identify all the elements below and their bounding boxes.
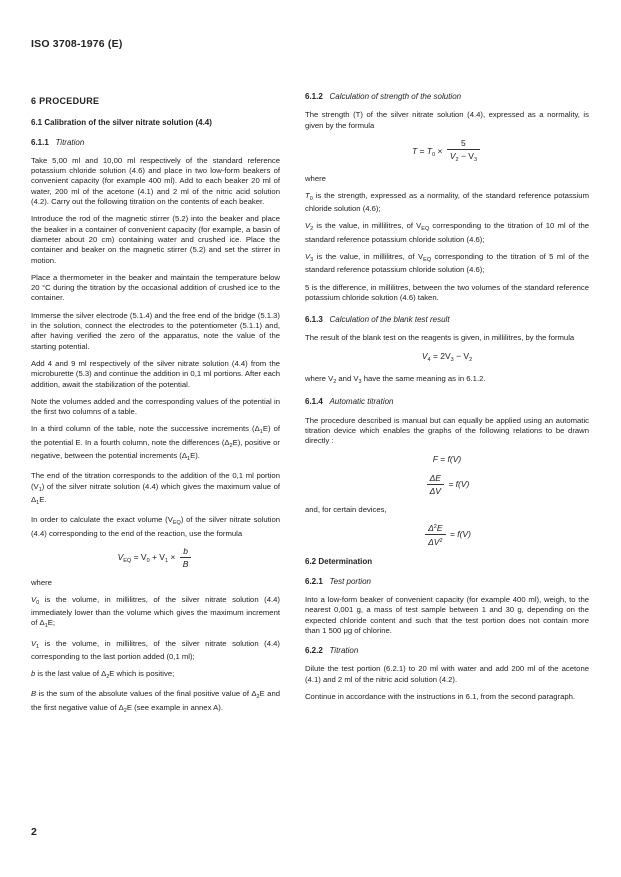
paragraph-dilute: Dilute the test portion (6.2.1) to 20 ml with water and add 200 ml of the acetone (4.1) and 2 ml of the nitric acid solution (4.2).	[305, 664, 589, 684]
heading-number: 6.1.3	[305, 315, 323, 325]
heading-text: Automatic titration	[329, 397, 394, 407]
heading-6-2-1	[305, 577, 589, 587]
paragraph-immerse: Immerse the silver electrode (5.1.4) and the free end of the bridge (5.1.3) in the solution, connect the electrodes to the potentiometer (5.1.1) and, after having verified the zero of the apparatus, note the value of the starting potential.	[31, 310, 280, 351]
heading-text: Calculation of the blank test result	[329, 315, 450, 325]
definition-v3: $V_3$ is the value, in millilitres, of $V_{EQ}$ corresponding to the titration of 5 ml of the standard reference potassium chloride solution (4.6);	[305, 251, 589, 275]
heading-number: 6.1.4	[305, 397, 323, 407]
definition-v2: $V_2$ is the value, in millilitres, of $V_{EQ}$ corresponding to the titration of 10 ml of the standard reference potassium chloride solution (4.6);	[305, 221, 590, 244]
definition-t0: $T_0$ is the strength, expressed as a normality, of the standard reference potassium chloride solution (4.6);	[305, 190, 589, 214]
paragraph-note: Note the volumes added and the corresponding values of the potential in the first two columns of a table.	[31, 396, 280, 417]
heading-6-2: 6.2 Determination	[305, 557, 373, 567]
formula-strength: $T = T_0$ × $\frac{5}{V_2 - V_3}$	[305, 138, 589, 166]
paragraph-strength: The strength (T) of the silver nitrate solution (4.4), expressed as a normality, is given by the formula	[305, 110, 589, 130]
right-column	[305, 92, 589, 709]
paragraph-add: Add 4 and 9 ml respectively of the silver nitrate solution (4.4) from the microburette (5.3) and continue the addition in 0,1 ml portions. After each addition, await the stabilization of the potential.	[31, 358, 280, 389]
heading-text: Titration	[329, 646, 359, 656]
fraction-de-over-dv: $\frac{\Delta E}{\Delta V}$	[427, 473, 444, 497]
heading-number: 6.1.1	[31, 137, 49, 147]
heading-number: 6.1.2	[305, 92, 323, 101]
formula-de-dv: $\frac{\Delta E}{\Delta V}$ = f(V)	[305, 473, 589, 497]
paragraph-end-titration: The end of the titration corresponds to the addition of the 0,1 ml portion $(V_1)$ of the silver nitrate solution (4.4) which gives the maximum value of $\Delta_1E$.	[31, 471, 280, 506]
definition-v1: $V_1$ is the volume, in millilitres, of the silver nitrate solution (4.4) corresponding to the last portion added (0,1 ml);	[31, 638, 280, 661]
definition-5: 5 is the difference, in millilitres, between the two volumes of the standard reference potassium chloride solution (4.6) taken.	[305, 282, 589, 302]
paragraph-where-same: where $V_2$ and $V_3$ have the same meaning as in 6.1.2.	[305, 374, 486, 386]
paragraph-continue: Continue in accordance with the instructions in 6.1, from the second paragraph.	[305, 691, 576, 701]
heading-text: Test portion	[329, 576, 371, 586]
paragraph-take: Take 5,00 ml and 10,00 ml respectively of the standard reference potassium chloride solution (4.6) and place in two low-form beakers of convenient capacity (for example 400 ml). Add to each beaker 20 ml of water, 200 ml of the acetone (4.1) and 2 ml of the nitric acid solution (4.2). Carry out the following titration on the contents of each beaker.	[31, 155, 280, 207]
section-heading-procedure: 6 PROCEDURE	[31, 96, 100, 106]
heading-number: 6.2.2	[305, 646, 323, 656]
fraction-5-over-v2-v3: $\frac{5}{V_2 - V_3}$	[447, 138, 480, 166]
paragraph-thermometer: Place a thermometer in the beaker and maintain the temperature below 20 °C during the titration by the occasional addition of crushed ice to the container.	[31, 272, 280, 303]
page-number: 2	[31, 826, 37, 838]
paragraph-test-portion: Into a low-form beaker of convenient capacity (for example 400 ml), weigh, to the nearest 0,001 g, a mass of test sample between 1 and 30 g, depending on the expected chloride content and such that the test portion does not contain more than 1 500 μg of chlorine.	[305, 594, 589, 635]
formula-veq: $V_{EQ} = V_0 + V_1$ × $\frac{b}{B}$	[31, 546, 280, 570]
paragraph-calculate: In order to calculate the exact volume $(V_{EQ})$ of the silver nitrate solution (4.4) corresponding to the end of the reaction, use the formula	[31, 515, 280, 538]
heading-text: Calculation of strength of the solution	[329, 92, 462, 101]
heading-text: Titration	[55, 137, 85, 147]
document-header: ISO 3708-1976 (E)	[31, 38, 123, 50]
left-column	[31, 92, 280, 723]
paragraph-third-column: In a third column of the table, note the successive increments $(\Delta_1E)$ of the potential E. In a fourth column, note the differences $(\Delta_2E)$, positive or negative, between the potential increments $(\Delta_1E)$.	[31, 424, 280, 463]
where-label: where	[305, 174, 326, 184]
heading-6-1-4	[305, 397, 589, 407]
fraction-b-over-B: $\frac{b}{B}$	[180, 546, 192, 570]
heading-6-2-2	[305, 646, 589, 656]
formula-d2e-dv2: $\frac{\Delta^2E}{\Delta V^2}$ = f(V)	[305, 522, 589, 548]
heading-6-1-1	[31, 138, 280, 148]
paragraph-certain-devices: and, for certain devices,	[305, 505, 387, 515]
formula-blank: $V_4 = 2V_3 - V_2$	[421, 350, 473, 363]
heading-6-1: 6.1 Calibration of the silver nitrate solution (4.4)	[31, 118, 212, 128]
formula-f-of-v: F = f(V)	[432, 453, 462, 464]
definition-B: B is the sum of the absolute values of the final positive value of $\Delta_2E$ and the first negative value of $\Delta_2E$ (see example in annex A).	[31, 689, 280, 714]
paragraph-automatic: The procedure described is manual but can equally be applied using an automatic titration device which enables the graphs of the following relations to be drawn directly :	[305, 415, 589, 446]
where-label: where	[31, 578, 52, 588]
definition-b: b is the last value of $\Delta_2E$ which is positive;	[31, 669, 175, 681]
heading-number: 6.2.1	[305, 576, 323, 586]
paragraph-introduce: Introduce the rod of the magnetic stirrer (5.2) into the beaker and place the beaker in a container of convenient capacity (for example, a basin of diameter about 20 cm) containing water and crushed ice. Place the container and beaker on the magnetic stirrer (5.2) and set the stirrer in motion.	[31, 214, 280, 265]
paragraph-blank: The result of the blank test on the reagents is given, in millilitres, by the formula	[305, 333, 575, 343]
definition-v0: $V_0$ is the volume, in millilitres, of the silver nitrate solution (4.4) immediately lower than the volume which gives the maximum increment of $\Delta_1E$;	[31, 594, 280, 630]
heading-6-1-3	[305, 315, 589, 325]
heading-6-1-2	[305, 92, 589, 102]
fraction-d2e-over-dv2: $\frac{\Delta^2E}{\Delta V^2}$	[425, 522, 445, 548]
